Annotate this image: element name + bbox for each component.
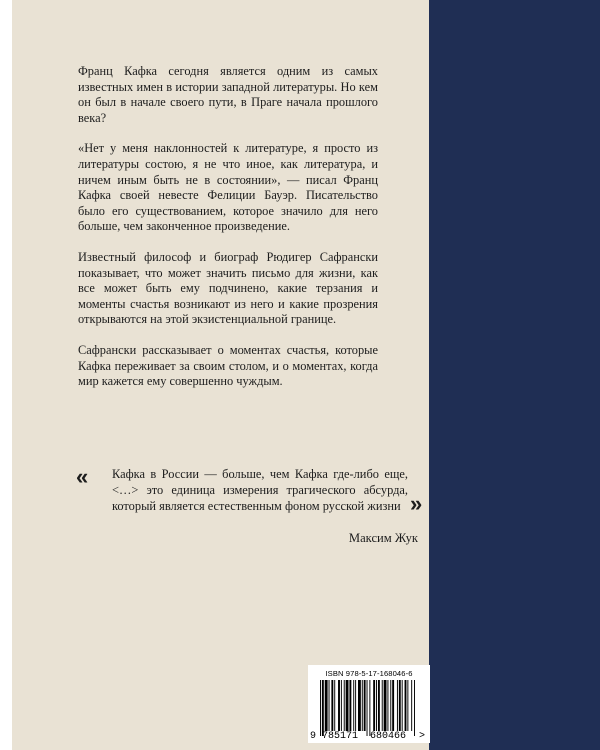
barcode-bar [322, 680, 324, 736]
barcode-bar [320, 680, 321, 736]
barcode-bar [392, 680, 394, 731]
barcode-bar [373, 680, 375, 731]
barcode-digits-right: 680466 [370, 731, 407, 742]
quote-close-mark: » [410, 491, 423, 516]
barcode-bar [384, 680, 387, 731]
quote-author: Максим Жук [348, 531, 418, 545]
barcode-bar [358, 680, 361, 731]
isbn-label: ISBN 978-5-17-168046-6 [325, 669, 413, 678]
barcode-bar [399, 680, 401, 731]
barcode-bar [376, 680, 377, 731]
paragraph-3: Известный философ и биограф Рюдигер Сафрански показывает, что может значить письмо для жизни, как все может быть ему подчинено, какие терзания и моменты счастья возникают из него и какие прозрения открываются на этой экзистенциальной границе. [78, 249, 378, 327]
barcode-bar [382, 680, 383, 731]
barcode-bar [331, 680, 333, 731]
barcode-digit-end: > [419, 731, 426, 742]
barcode-bar [367, 680, 368, 736]
paragraph-2: «Нет у меня наклонностей к литературе, я просто из литературы состою, я не что иное, как литература, и ничем иным быть не в состоянии», — писал Франц Кафка своей невесте Фелиции Бауэр. Писательство было его существованием, которое значило для него больше, чем законченное произведение. [78, 141, 378, 234]
isbn-barcode [308, 665, 430, 743]
barcode-bar [325, 680, 328, 731]
paragraph-4: Сафрански рассказывает о моментах счастья, которые Кафка переживает за своим столом, и о моментах, когда мир кажется ему совершенно чуждым. [78, 342, 378, 389]
barcode-bar [407, 680, 408, 731]
barcode-bar [402, 680, 403, 731]
barcode-bar [346, 680, 349, 731]
barcode-bar [353, 680, 354, 731]
barcode-bar [390, 680, 391, 731]
barcode-digit-first: 9 [310, 731, 317, 742]
barcode-bar [344, 680, 345, 731]
barcode-bar [411, 680, 412, 731]
barcode-digits-left: 785171 [322, 731, 359, 742]
barcode-bar [364, 680, 366, 731]
cover-spine-band [429, 0, 600, 750]
barcode-bar [378, 680, 380, 731]
barcode-bar [355, 680, 356, 731]
quote-open-mark: « [76, 464, 89, 489]
barcode-bar [338, 680, 340, 731]
barcode-bar [405, 680, 407, 731]
barcode-bar [329, 680, 330, 731]
barcode-bar [387, 680, 388, 731]
barcode-bar [414, 680, 415, 736]
barcode-bar [369, 680, 370, 736]
barcode-bar [362, 680, 363, 731]
barcode-bar [397, 680, 398, 731]
paragraph-1: Франц Кафка сегодня является одним из самых известных имен в истории западной литературы. Но кем он был в начале своего пути, в Праге начала прошлого века? [78, 64, 378, 125]
annotation-text [78, 64, 378, 405]
quote-text: Кафка в России — больше, чем Кафка где-либо еще, <…> это единица измерения трагического абсурда, который является естественным фоном русской жизни [112, 467, 408, 513]
barcode-bar [349, 680, 351, 731]
barcode-bar [334, 680, 335, 731]
barcode-bar [341, 680, 342, 731]
